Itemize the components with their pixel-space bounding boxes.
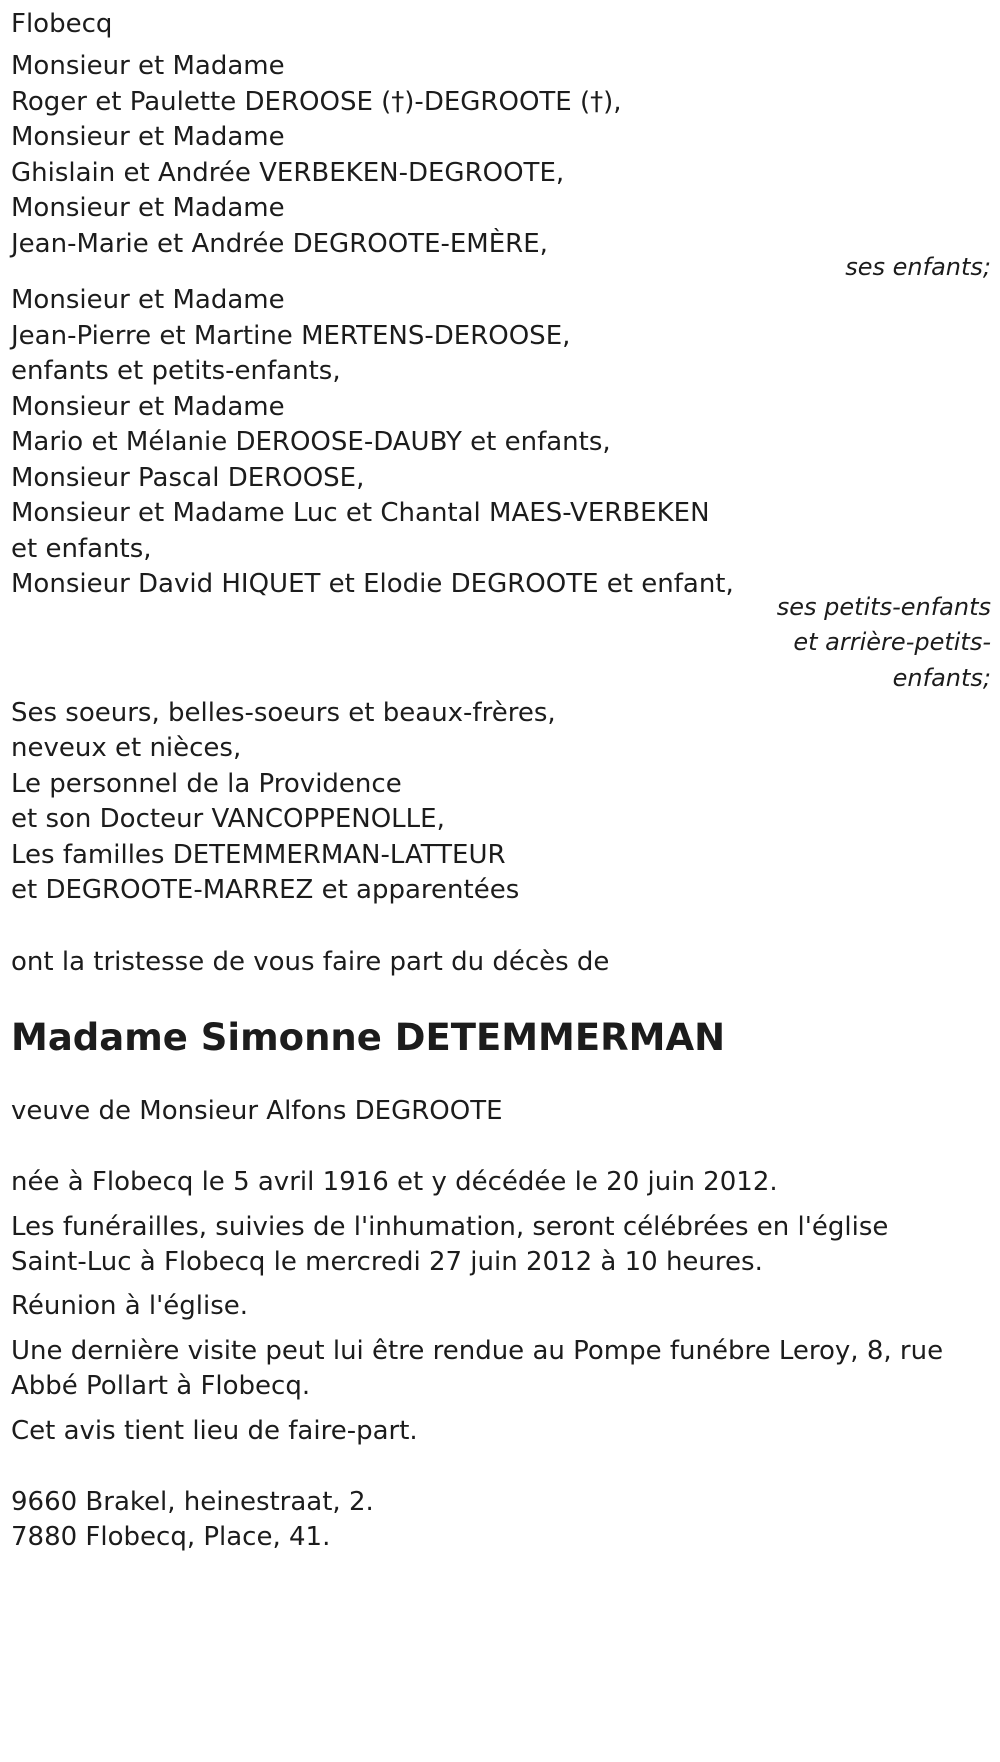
others-line: Le personnel de la Providence bbox=[11, 769, 402, 799]
grandchildren-line: enfants et petits-enfants, bbox=[11, 356, 341, 386]
grandchildren-line: Monsieur et Madame Luc et Chantal MAES-VERBEKEN bbox=[11, 498, 710, 528]
notice-line: Cet avis tient lieu de faire-part. bbox=[11, 1416, 418, 1446]
visit-line: Une dernière visite peut lui être rendue au Pompe funébre Leroy, 8, rue bbox=[11, 1336, 944, 1366]
funeral-line: Saint-Luc à Flobecq le mercredi 27 juin 2012 à 10 heures. bbox=[11, 1247, 763, 1277]
grandchildren-line: Monsieur Pascal DEROOSE, bbox=[11, 463, 365, 493]
children-label: ses enfants; bbox=[845, 253, 991, 281]
address-line: 9660 Brakel, heinestraat, 2. bbox=[11, 1487, 374, 1517]
grandchildren-line: et enfants, bbox=[11, 534, 152, 564]
others-line: Les familles DETEMMERMAN-LATTEUR bbox=[11, 840, 506, 870]
children-line: Monsieur et Madame bbox=[11, 122, 285, 152]
funeral-line: Les funérailles, suivies de l'inhumation, seront célébrées en l'église bbox=[11, 1212, 889, 1242]
others-line: neveux et nièces, bbox=[11, 733, 242, 763]
grandchildren-line: Monsieur et Madame bbox=[11, 392, 285, 422]
children-line: Jean-Marie et Andrée DEGROOTE-EMÈRE, bbox=[11, 229, 548, 259]
deceased-name: Madame Simonne DETEMMERMAN bbox=[11, 1016, 726, 1059]
meeting-line: Réunion à l'église. bbox=[11, 1291, 249, 1321]
birth-death-line: née à Flobecq le 5 avril 1916 et y décédée le 20 juin 2012. bbox=[11, 1167, 778, 1197]
children-line: Monsieur et Madame bbox=[11, 193, 285, 223]
others-line: et DEGROOTE-MARREZ et apparentées bbox=[11, 875, 520, 905]
grandchildren-label-line: et arrière-petits- bbox=[793, 628, 991, 656]
children-line: Monsieur et Madame bbox=[11, 51, 285, 81]
others-line: Ses soeurs, belles-soeurs et beaux-frères, bbox=[11, 698, 556, 728]
header-place: Flobecq bbox=[11, 9, 113, 39]
others-line: et son Docteur VANCOPPENOLLE, bbox=[11, 804, 445, 834]
children-line: Roger et Paulette DEROOSE (†)-DEGROOTE (†), bbox=[11, 87, 622, 117]
grandchildren-line: Monsieur et Madame bbox=[11, 285, 285, 315]
widow-of: veuve de Monsieur Alfons DEGROOTE bbox=[11, 1096, 503, 1126]
visit-line: Abbé Pollart à Flobecq. bbox=[11, 1371, 311, 1401]
address-line: 7880 Flobecq, Place, 41. bbox=[11, 1522, 331, 1552]
grandchildren-label-line: ses petits-enfants bbox=[776, 593, 991, 621]
announcement: ont la tristesse de vous faire part du décès de bbox=[11, 947, 610, 977]
grandchildren-label-line: enfants; bbox=[892, 664, 991, 692]
grandchildren-line: Mario et Mélanie DEROOSE-DAUBY et enfants, bbox=[11, 427, 611, 457]
grandchildren-line: Jean-Pierre et Martine MERTENS-DEROOSE, bbox=[11, 321, 571, 351]
grandchildren-line: Monsieur David HIQUET et Elodie DEGROOTE et enfant, bbox=[11, 569, 734, 599]
children-line: Ghislain et Andrée VERBEKEN-DEGROOTE, bbox=[11, 158, 565, 188]
